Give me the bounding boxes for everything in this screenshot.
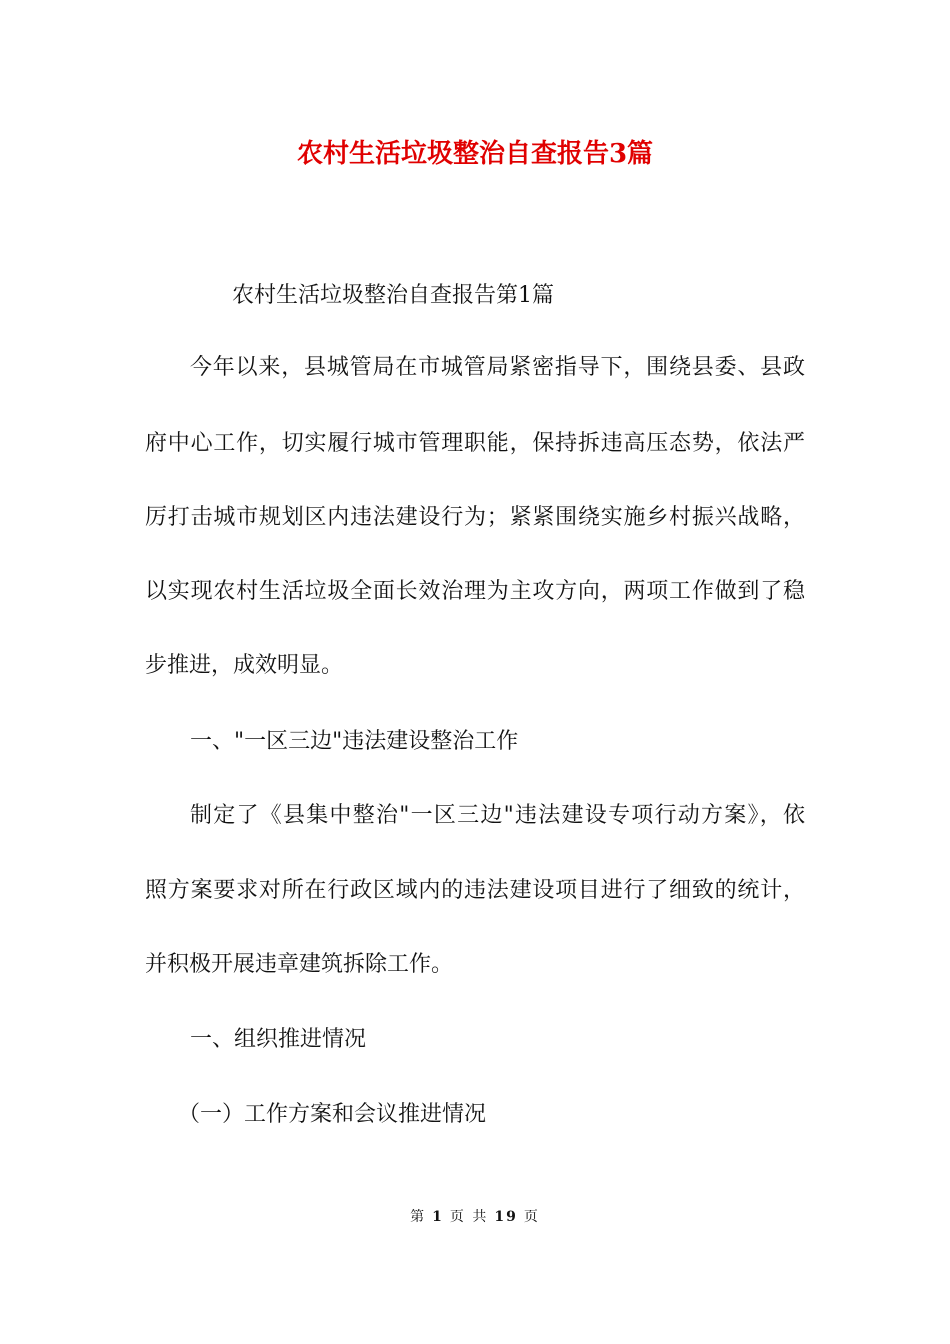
section-subtitle: 农村生活垃圾整治自查报告第1篇	[232, 283, 554, 308]
paragraph-line: 步推进，成效明显。	[145, 653, 344, 678]
footer-suffix: 页	[523, 1209, 540, 1225]
paragraph-line: 今年以来，县城管局在市城管局紧密指导下，围绕县委、县政	[190, 355, 805, 380]
paragraph-line: 并积极开展违章建筑拆除工作。	[145, 952, 454, 977]
paragraph-line: 以实现农村生活垃圾全面长效治理为主攻方向，两项工作做到了稳	[145, 579, 805, 604]
section-heading: 一、"一区三边"违法建设整治工作	[190, 729, 519, 754]
footer-total-pages: 19	[494, 1209, 518, 1225]
document-title: 农村生活垃圾整治自查报告3篇	[296, 139, 654, 169]
footer-middle: 页 共	[449, 1209, 489, 1225]
paragraph-line: 府中心工作，切实履行城市管理职能，保持拆违高压态势，依法严	[145, 431, 805, 456]
subsection-heading: （一）工作方案和会议推进情况	[178, 1102, 487, 1127]
paragraph-line: 厉打击城市规划区内违法建设行为；紧紧围绕实施乡村振兴战略，	[145, 505, 805, 530]
footer-prefix: 第	[410, 1209, 427, 1225]
section-heading: 一、组织推进情况	[190, 1027, 367, 1052]
footer-page-number: 1	[432, 1209, 444, 1225]
page-footer	[0, 1207, 950, 1227]
paragraph-line: 照方案要求对所在行政区域内的违法建设项目进行了细致的统计，	[145, 878, 805, 903]
paragraph-line: 制定了《县集中整治"一区三边"违法建设专项行动方案》，依	[190, 803, 805, 828]
